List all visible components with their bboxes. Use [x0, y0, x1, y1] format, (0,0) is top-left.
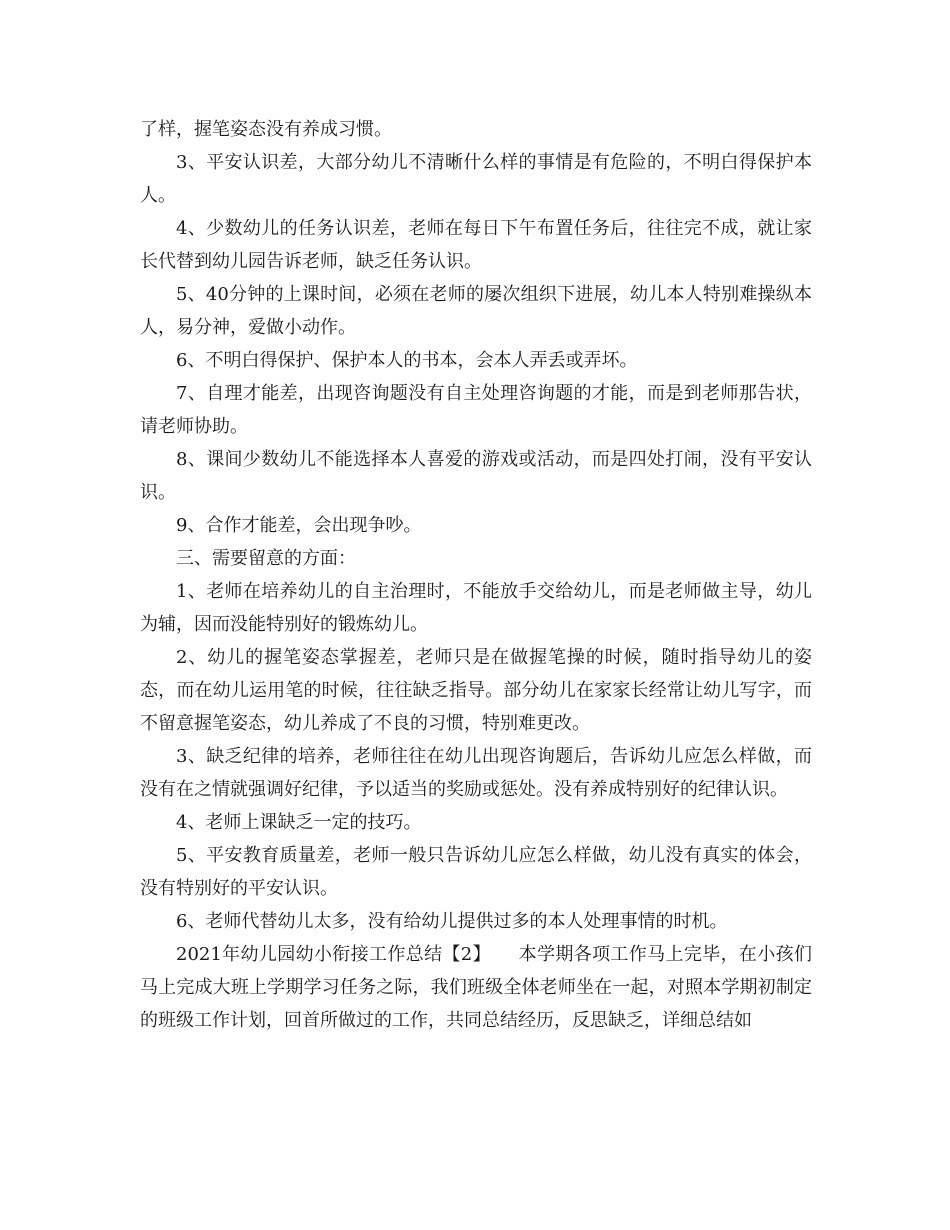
paragraph-continuation: 了样，握笔姿态没有养成习惯。 — [140, 119, 392, 140]
attention-item-4: 4、老师上课缺乏一定的技巧。 — [176, 812, 422, 833]
paragraph-item-3: 3、平安认识差，大部分幼儿不清晰什么样的事情是有危险的，不明白得保护本人。 — [140, 152, 812, 206]
paragraph-item-4: 4、少数幼儿的任务认识差，老师在每日下午布置任务后，往往完不成，就让家长代替到幼儿园告诉老师，缺乏任务认识。 — [140, 218, 812, 272]
summary-paragraph-2: 2021年幼儿园幼小衔接工作总结【2】 本学期各项工作马上完毕，在小孩们马上完成大班上学期学习任务之际，我们班级全体老师坐在一起，对照本学期初制定的班级工作计划，回首所做过的工作，共同总结经历，反思缺乏，详细总结如 — [140, 944, 812, 1031]
attention-item-6: 6、老师代替幼儿太多，没有给幼儿提供过多的本人处理事情的时机。 — [176, 911, 728, 932]
paragraph-item-8: 8、课间少数幼儿不能选择本人喜爱的游戏或活动，而是四处打闹，没有平安认识。 — [140, 449, 812, 503]
attention-item-1: 1、老师在培养幼儿的自主治理时，不能放手交给幼儿，而是老师做主导，幼儿为辅，因而没能特别好的锻炼幼儿。 — [140, 581, 812, 635]
paragraph-item-5: 5、40分钟的上课时间，必须在老师的屡次组织下进展，幼儿本人特别难操纵本人，易分神，爱做小动作。 — [140, 284, 812, 338]
attention-item-5: 5、平安教育质量差，老师一般只告诉幼儿应怎么样做，幼儿没有真实的体会，没有特别好的平安认识。 — [140, 845, 812, 899]
paragraph-item-6: 6、不明白得保护、保护本人的书本，会本人弄丢或弄坏。 — [176, 350, 638, 371]
document-page — [140, 113, 812, 1037]
paragraph-item-9: 9、合作才能差，会出现争吵。 — [176, 515, 422, 536]
attention-item-3: 3、缺乏纪律的培养，老师往往在幼儿出现咨询题后，告诉幼儿应怎么样做，而没有在之情就强调好纪律，予以适当的奖励或惩处。没有养成特别好的纪律认识。 — [140, 746, 812, 800]
section-heading-3: 三、需要留意的方面： — [176, 548, 356, 569]
paragraph-item-7: 7、自理才能差，出现咨询题没有自主处理咨询题的才能，而是到老师那告状，请老师协助。 — [140, 383, 812, 437]
attention-item-2: 2、幼儿的握笔姿态掌握差，老师只是在做握笔操的时候，随时指导幼儿的姿态，而在幼儿运用笔的时候，往往缺乏指导。部分幼儿在家家长经常让幼儿写字，而不留意握笔姿态，幼儿养成了不良的习惯，特别难更改。 — [140, 647, 812, 734]
